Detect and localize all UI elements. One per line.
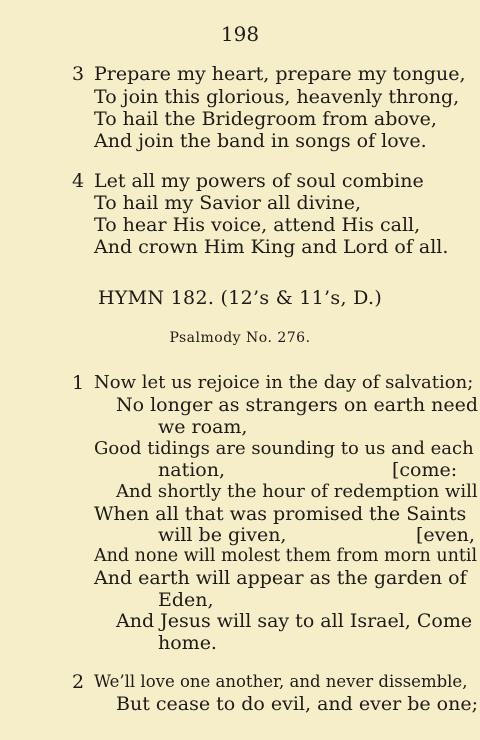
verse-line: Prepare my heart, prepare my tongue,: [94, 63, 466, 85]
verse-line: And crown Him King and Lord of all.: [94, 236, 449, 258]
verse-line: Now let us rejoice in the day of salvation;: [94, 372, 474, 393]
verse-number: 4: [72, 170, 85, 192]
verse-line: To hail the Bridegroom from above,: [94, 108, 437, 130]
verse-line: And join the band in songs of love.: [94, 130, 427, 152]
verse-line: nation,: [158, 459, 225, 481]
verse-number: 3: [72, 63, 85, 85]
verse-line: [come:: [392, 459, 458, 481]
verse-line: Eden,: [158, 589, 214, 611]
verse-line: To hear His voice, attend His call,: [94, 214, 421, 236]
hymn-title: HYMN 182. (12’s & 11’s, D.): [97, 287, 383, 309]
verse-number: 2: [72, 671, 85, 693]
verse-line: Let all my powers of soul combine: [94, 170, 424, 192]
verse-line: we roam,: [158, 416, 248, 438]
page-number: 198: [220, 22, 260, 46]
verse-line: To join this glorious, heavenly throng,: [94, 86, 460, 108]
verse-line: When all that was promised the Saints: [94, 503, 467, 525]
verse-line: But cease to do evil, and ever be one;: [116, 693, 478, 715]
verse-line: [even,: [416, 524, 475, 546]
verse-line: And shortly the hour of redemption will: [116, 481, 478, 502]
verse-line: And none will molest them from morn until: [94, 546, 478, 566]
verse-line: will be given,: [158, 524, 287, 546]
verse-number: 1: [72, 372, 85, 394]
verse-line: And Jesus will say to all Israel, Come: [116, 610, 473, 632]
verse-line: And earth will appear as the garden of: [94, 567, 467, 589]
verse-line: To hail my Savior all divine,: [94, 192, 362, 214]
verse-line: No longer as strangers on earth need: [116, 394, 478, 416]
verse-line: Good tidings are sounding to us and each: [94, 438, 474, 459]
verse-line: We’ll love one another, and never dissemble,: [94, 672, 468, 691]
verse-line: home.: [158, 632, 217, 654]
tune-reference: Psalmody No. 276.: [169, 330, 311, 346]
